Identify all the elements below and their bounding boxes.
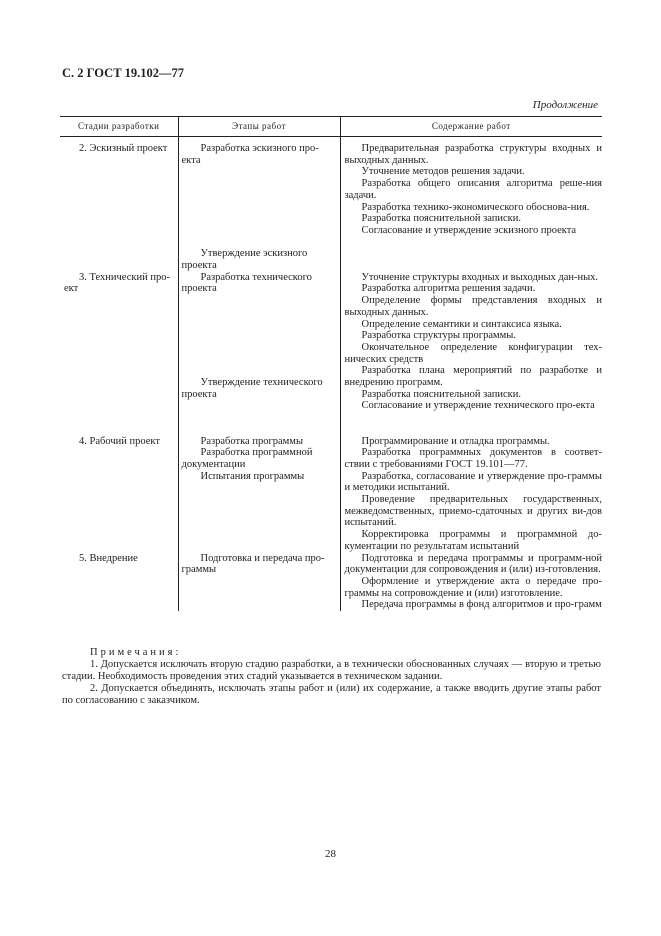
work-content-item: Окончательное определение конфигурации тех-нических средств bbox=[344, 341, 602, 365]
stage-name: 2. Эскизный проект bbox=[79, 143, 168, 154]
work-content-item: Оформление и утверждение акта о передаче про-граммы на сопровождение и (или) изготовление. bbox=[344, 575, 602, 599]
work-content-item: Проведение предварительных государственных, межведомственных, приемо-сдаточных и других ви-дов испытаний. bbox=[344, 494, 602, 529]
work-stage-item: Испытания программы bbox=[200, 470, 305, 482]
stage-cell bbox=[60, 272, 178, 436]
table-header-row bbox=[60, 117, 602, 137]
work-content-item: Разработка программных документов в соответ-ствии с требованиями ГОСТ 19.101—77. bbox=[344, 447, 602, 470]
stage-cell bbox=[60, 553, 178, 612]
table-row bbox=[60, 137, 602, 272]
work-content-item: Передача программы в фонд алгоритмов и про-грамм bbox=[361, 599, 602, 611]
work-content-item: Разработка пояснительной записки. bbox=[361, 213, 522, 225]
work-content-item: Уточнение методов решения задачи. bbox=[361, 166, 525, 178]
table-row bbox=[60, 553, 602, 612]
contents-cell bbox=[340, 137, 602, 272]
work-content-item: Разработка технико-экономического обоснова-ния. bbox=[361, 201, 590, 213]
stage-cell bbox=[60, 436, 178, 553]
work-content-item: Согласование и утверждение эскизного проекта bbox=[361, 224, 577, 236]
note-item: 1. Допускается исключать вторую стадию разработки, а в технически обоснованных случаях — вторую и третью стадии. Необходимость проведения этих стадий указывается в техническом задании. bbox=[62, 659, 601, 682]
note-item: 2. Допускается объединять, исключать этапы работ и (или) их содержание, а также вводить другие этапы работ по согласованию с заказчиком. bbox=[62, 683, 601, 706]
work-content-item: Программирование и отладка программы. bbox=[361, 435, 550, 447]
stage-name: 3. Технический про-ект bbox=[64, 271, 170, 295]
work-content-item: Корректировка программы и программной до-кументации по результатам испытаний bbox=[344, 529, 602, 552]
work-content-item: Уточнение структуры входных и выходных дан-ных. bbox=[361, 271, 599, 283]
work-content-item: Разработка структуры программы. bbox=[361, 330, 516, 342]
continuation-label: Продолжение bbox=[532, 99, 598, 111]
table-row bbox=[60, 272, 602, 436]
works-cell bbox=[178, 553, 340, 612]
notes-title: Примечания: bbox=[90, 647, 182, 658]
column-header-stages: Стадии разработки bbox=[60, 117, 178, 137]
work-content-item: Подготовка и передача программы и программ-ной документации для сопровождения и (или) из-готовления. bbox=[344, 552, 602, 576]
work-stage-item: Разработка программной документации bbox=[181, 447, 313, 470]
notes-section bbox=[62, 647, 601, 707]
work-stage-item: Подготовка и передача про-граммы bbox=[181, 552, 325, 576]
work-content-item: Разработка алгоритма решения задачи. bbox=[361, 283, 536, 295]
work-content-item: Разработка плана мероприятий по разработке и внедрению программ. bbox=[344, 365, 602, 389]
work-stage-item: Разработка технического проекта bbox=[181, 271, 312, 295]
contents-cell bbox=[340, 272, 602, 436]
document-header: С. 2 ГОСТ 19.102—77 bbox=[62, 66, 185, 80]
stage-name: 4. Рабочий проект bbox=[79, 435, 160, 447]
column-header-works: Этапы работ bbox=[178, 117, 340, 137]
contents-cell bbox=[340, 553, 602, 612]
work-content-item: Определение семантики и синтаксиса языка. bbox=[361, 318, 562, 330]
work-stage-item: Утверждение эскизного проекта bbox=[181, 248, 308, 271]
work-stage-item: Разработка программы bbox=[200, 435, 304, 447]
work-content-item: Разработка пояснительной записки. bbox=[361, 388, 522, 400]
page-number: 28 bbox=[325, 848, 336, 860]
stage-cell bbox=[60, 137, 178, 272]
work-content-item: Разработка общего описания алгоритма реше-ния задачи. bbox=[344, 178, 602, 201]
work-content-item: Определение формы представления входных и выходных данных. bbox=[344, 295, 602, 318]
works-cell bbox=[178, 436, 340, 553]
works-cell bbox=[178, 272, 340, 436]
work-stage-item: Разработка эскизного про-екта bbox=[181, 143, 319, 166]
works-cell bbox=[178, 137, 340, 272]
table-row bbox=[60, 436, 602, 553]
work-content-item: Предварительная разработка структуры входных и выходных данных. bbox=[344, 143, 602, 166]
contents-cell bbox=[340, 436, 602, 553]
stage-name: 5. Внедрение bbox=[79, 552, 138, 564]
work-stage-item: Утверждение технического проекта bbox=[181, 377, 323, 400]
column-header-contents: Содержание работ bbox=[340, 117, 602, 137]
stages-table bbox=[60, 116, 602, 611]
work-content-item: Согласование и утверждение технического про-екта bbox=[361, 400, 595, 412]
work-content-item: Разработка, согласование и утверждение про-граммы и методики испытаний. bbox=[344, 470, 602, 494]
